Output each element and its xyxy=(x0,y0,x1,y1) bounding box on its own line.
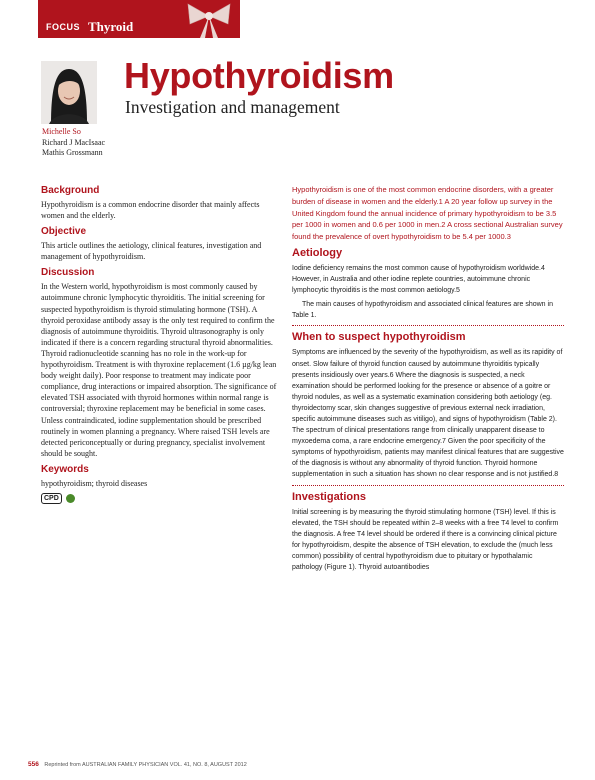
author-name: Mathis Grossmann xyxy=(42,148,103,157)
investigations-paragraph: Initial screening is by measuring the thyroid stimulating hormone (TSH) level. If this is elevated, the TSH should be repeated within 2–8 weeks with a free T4 level to confirm the diagnosis. A free T4 level should be ordered if there is a convincing clinical picture for hypothyroidism, despite the absence of TSH elevation, to exclude the (much less common) possibility of central hypothyroidism due to pituitary or hypothalamic pathology (Figure 1). Thyroid autoantibodies xyxy=(292,508,559,572)
investigations-heading: Investigations xyxy=(292,490,366,503)
aetiology-heading: Aetiology xyxy=(292,246,343,259)
page-footer xyxy=(28,761,247,768)
keywords-text: hypothyroidism; thyroid diseases xyxy=(41,478,148,488)
article-title: Hypothyroidism xyxy=(124,55,394,96)
author-photo xyxy=(41,61,97,124)
background-text: Hypothyroidism is a common endocrine disorder that mainly affects women and the elderly. xyxy=(41,200,260,221)
intro-paragraph: Hypothyroidism is one of the most common endocrine disorders, with a greater burden of disease in women and the elderly.1 A 20 year follow up survey in the United Kingdom found the annual incidence of primary hypothyroidism to be 3.5 per 1000 in women and 0.6 per 1000 in men.2 A cross sectional Australian survey found the prevalence of overt hypothyroidism to be 5.4 per 1000.3 xyxy=(292,185,563,242)
aetiology-paragraph: Iodine deficiency remains the most common cause of hypothyroidism worldwide.4 However, in Australia and other iodine replete countries, autoimmune chronic lymphocytic thyroiditis is the most common aetiology.5 xyxy=(292,264,545,295)
footer-citation: Reprinted from AUSTRALIAN FAMILY PHYSICIAN VOL. 41, NO. 8, AUGUST 2012 xyxy=(44,762,247,768)
focus-label: FOCUS xyxy=(46,22,80,32)
discussion-heading: Discussion xyxy=(41,267,95,279)
focus-topic: Thyroid xyxy=(88,19,134,34)
objective-text: This article outlines the aetiology, clinical features, investigation and management of hypothyroidism. xyxy=(41,241,262,262)
section-divider xyxy=(292,485,564,486)
objective-heading: Objective xyxy=(41,226,87,238)
section-divider xyxy=(292,325,564,326)
body-column xyxy=(292,184,564,576)
cpd-points-icon xyxy=(66,494,75,503)
suspect-paragraph: Symptoms are influenced by the severity of the hypothyroidism, as well as its rapidity of onset. Slow failure of thyroid function caused by autoimmune thyroiditis typically presents insidiously over years.6 Where the diagnosis is suspected, a neck examination should be performed looking for the presence or absence of a goitre or thyroid nodules, as well as a systematic examination considering both aetiology (eg. thyroidectomy scar, skin changes suggestive of previous external neck irradiation, specific autoimmune diseases such as vitiligo), and signs of hypothyroidism (Table 2). The spectrum of clinical presentations range from clinically unapparent disease to myxoedema coma, a rare endocrine emergency.7 Given the poor specificity of the symptoms of hypothyroidism, patients may manifest clinical features that are suggestive of the diagnosis is without any abnormality of thyroid function. Thyroid hormone supplementation in such a situation has shown no clear response and is not justified.8 xyxy=(292,349,564,479)
author-list xyxy=(42,127,105,159)
cpd-row xyxy=(41,493,279,504)
author-name: Michelle So xyxy=(42,127,81,136)
aetiology-paragraph: The main causes of hypothyroidism and associated clinical features are shown in Table 1. xyxy=(292,301,553,320)
discussion-text: In the Western world, hypothyroidism is most commonly caused by autoimmune chronic lymphocytic thyroiditis. The initial screening for suspected hypothyroidism is thyroid stimulating hormone (TSH). A thyroid peroxidase antibody assay is the only test required to confirm the diagnosis of autoimmune thyroiditis. Thyroid ultrasonography is only indicated if there is a concern regarding structural thyroid abnormalities. Thyroid radionucleotide scanning has no role in the work-up for hypothyroidism. Treatment is with thyroxine replacement (1.6 µg/kg lean body weight daily). Poor response to treatment may indicate poor compliance, drug interactions or impaired absorption. The significance of elevated TSH associated with thyroid hormones within normal range is controversial; thyroxine replacement may be beneficial in some cases. Unless contraindicated, iodine supplementation should be prescribed routinely in women planning a pregnancy. Where raised TSH levels are detected periconceptually or during pregnancy, specialist involvement should be sought. xyxy=(41,282,277,458)
abstract-column xyxy=(41,184,279,504)
background-heading: Background xyxy=(41,185,100,196)
ribbon-bow-icon xyxy=(178,0,240,38)
page-number: 556 xyxy=(28,761,39,768)
cpd-badge-icon: CPD xyxy=(41,493,62,504)
article-subtitle: Investigation and management xyxy=(125,97,340,117)
keywords-heading: Keywords xyxy=(41,463,89,475)
suspect-heading: When to suspect hypothyroidism xyxy=(292,331,466,344)
author-name: Richard J MacIsaac xyxy=(42,137,106,147)
